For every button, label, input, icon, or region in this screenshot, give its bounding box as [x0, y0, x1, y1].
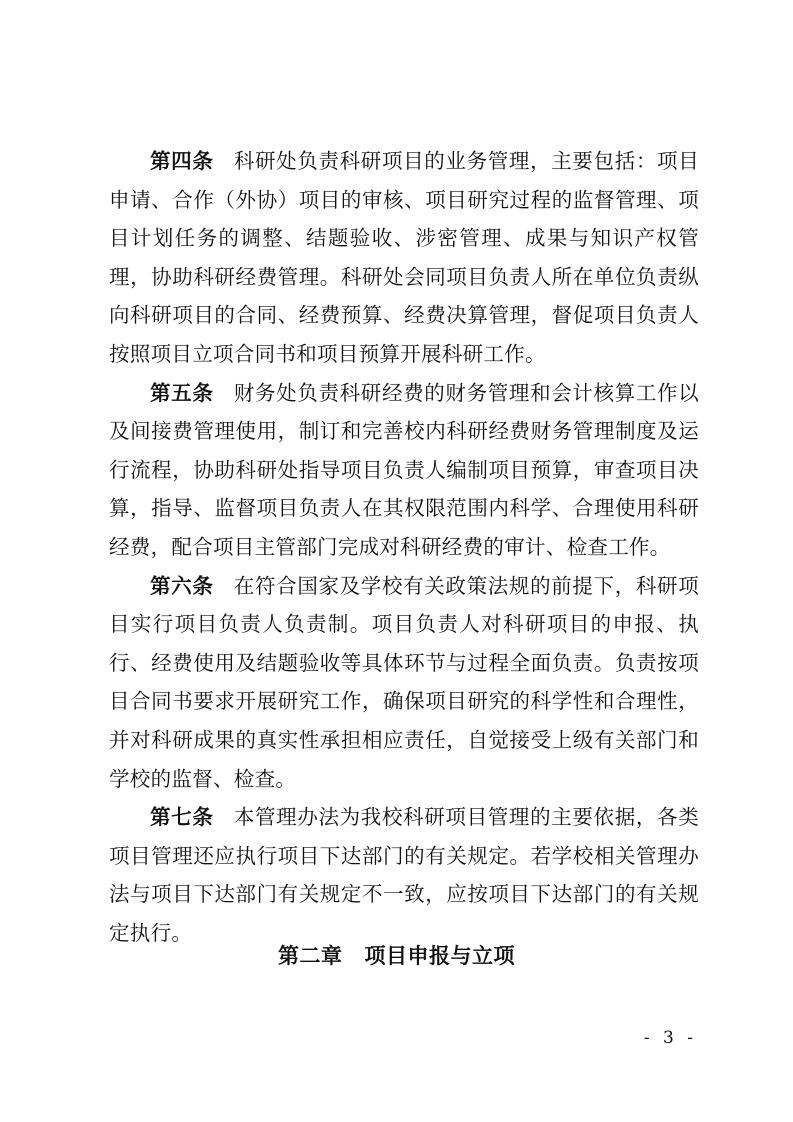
article-7 [109, 798, 699, 952]
document-body [109, 142, 699, 952]
article-6-text: 在符合国家及学校有关政策法规的前提下，科研项目实行项目负责人负责制。项目负责人对科研项目的申报、执行、经费使用及结题验收等具体环节与过程全面负责。负责按项目合同书要求开展研究工作，确保项目研究的科学性和合理性，并对科研成果的真实性承担相应责任，自觉接受上级有关部门和学校的监督、检查。 [109, 573, 699, 791]
article-7-text: 本管理办法为我校科研项目管理的主要依据，各类项目管理还应执行项目下达部门的有关规定。若学校相关管理办法与项目下达部门有关规定不一致，应按项目下达部门的有关规定执行。 [109, 805, 699, 945]
chapter-heading [0, 940, 793, 970]
article-5-heading: 第五条 [150, 380, 214, 405]
article-6 [109, 567, 699, 799]
article-6-heading: 第六条 [150, 573, 214, 598]
page-number: - 3 - [643, 1028, 697, 1048]
article-4-heading: 第四条 [150, 149, 214, 173]
chapter-title: 项目申报与立项 [364, 944, 515, 968]
article-4-text: 科研处负责科研项目的业务管理，主要包括：项目申请、合作（外协）项目的审核、项目研究过程的监督管理、项目计划任务的调整、结题验收、涉密管理、成果与知识产权管理，协助科研经费管理。科研处会同项目负责人所在单位负责纵向科研项目的合同、经费预算、经费决算管理，督促项目负责人按照项目立项合同书和项目预算开展科研工作。 [109, 149, 699, 366]
article-5 [109, 374, 699, 567]
article-7-heading: 第七条 [150, 805, 214, 830]
article-5-text: 财务处负责科研经费的财务管理和会计核算工作以及间接费管理使用，制订和完善校内科研经费财务管理制度及运行流程，协助科研处指导项目负责人编制项目预算，审查项目决算，指导、监督项目负责人在其权限范围内科学、合理使用科研经费，配合项目主管部门完成对科研经费的审计、检查工作。 [109, 380, 699, 559]
article-4 [109, 142, 699, 374]
chapter-number: 第二章 [278, 944, 343, 968]
